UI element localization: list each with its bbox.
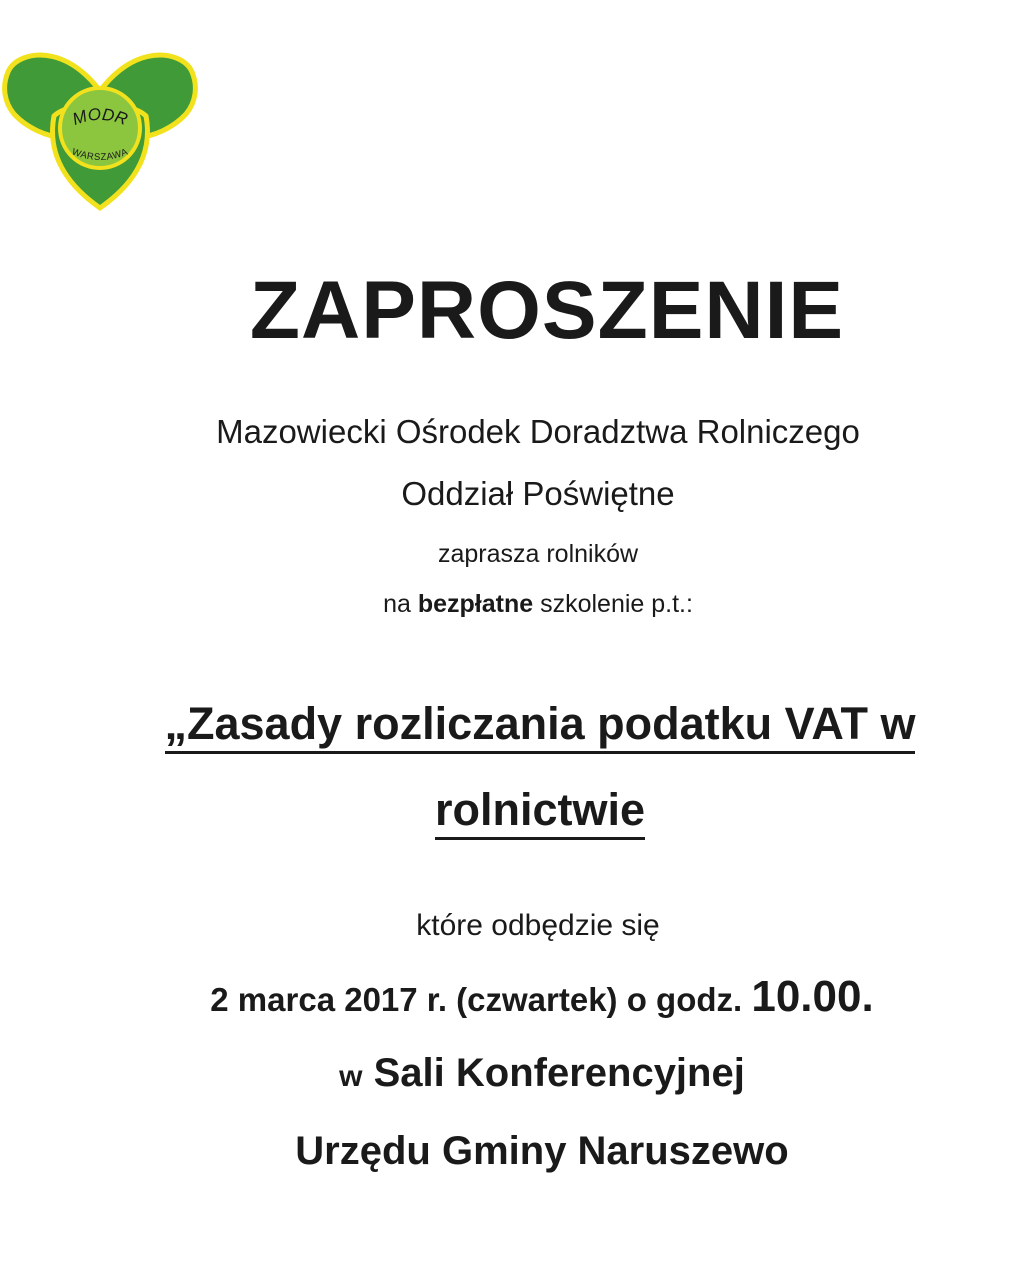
invitation-heading: ZAPROSZENIE (249, 265, 845, 356)
logo-text-top: MODR (70, 104, 131, 130)
training-line (26, 588, 1024, 620)
modr-logo (0, 30, 200, 212)
room-prefix: w (339, 1060, 363, 1093)
event-date-text: 2 marca 2017 r. (czwartek) o godz. (210, 981, 743, 1018)
event-room-line (30, 1048, 1024, 1102)
logo-text-bottom: WARSZAWA (70, 146, 130, 164)
training-title-line-1 (28, 696, 1024, 752)
training-suffix: szkolenie p.t.: (540, 590, 693, 618)
event-date-line (30, 972, 1024, 1025)
training-title-line-2 (28, 782, 1024, 838)
training-title-text-2: rolnictwie (435, 784, 645, 840)
training-title-text-1: „Zasady rozliczania podatku VAT w (165, 698, 916, 754)
branch-name: Oddział Poświętne (401, 475, 675, 512)
training-prefix: na (383, 590, 411, 618)
takes-place-text: które odbędzie się (416, 909, 660, 942)
event-office: Urzędu Gminy Naruszewo (295, 1129, 789, 1173)
room-name: Sali Konferencyjnej (373, 1051, 745, 1095)
organization-name: Mazowiecki Ośrodek Doradztwa Rolniczego (216, 413, 860, 450)
training-free-word: bezpłatne (417, 590, 534, 618)
invites-farmers: zaprasza rolników (437, 540, 639, 568)
event-date-end: . (861, 972, 874, 1021)
event-time: 10.00 (751, 972, 862, 1021)
